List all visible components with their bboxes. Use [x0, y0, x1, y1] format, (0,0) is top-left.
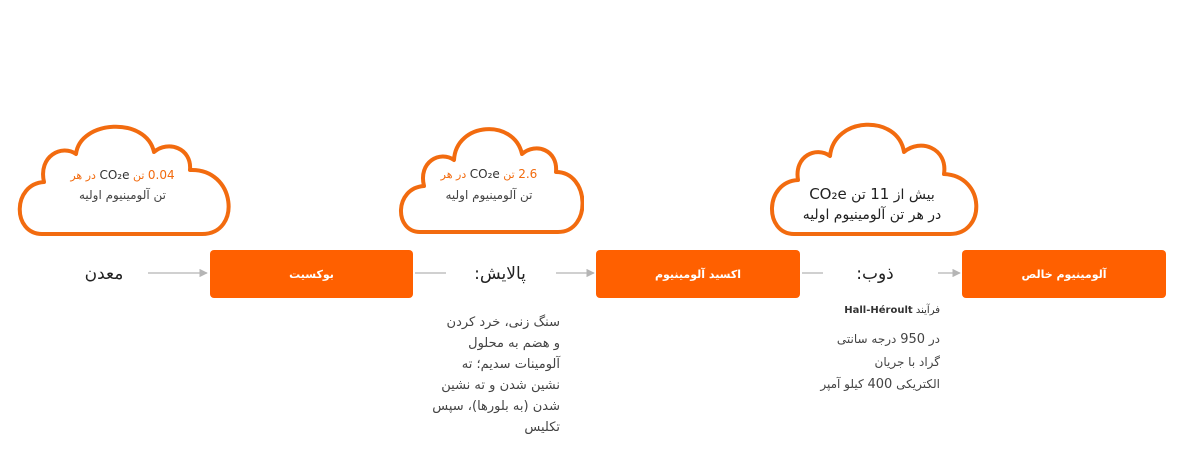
- box-bauxite: [210, 250, 413, 298]
- process-label: فرآیند: [915, 305, 940, 316]
- per-label: در هر: [70, 169, 96, 182]
- stage-label-smelting: ذوب:: [856, 264, 894, 284]
- co2e-label: CO₂e: [99, 168, 130, 182]
- cloud-line-2: تن آلومینیوم اولیه: [445, 188, 533, 202]
- stage-label-refining: پالایش:: [474, 264, 526, 284]
- note-text: کیلو آمپر: [820, 377, 864, 391]
- current-value: 400: [867, 377, 893, 392]
- box-pure-aluminium: [962, 250, 1166, 298]
- cloud-line-2: در هر تن آلومینیوم اولیه: [802, 207, 942, 223]
- co2e-label: CO₂e: [469, 167, 500, 181]
- note-text: در: [928, 332, 940, 346]
- co2e-label: CO₂e: [809, 185, 847, 203]
- note-line: [790, 328, 940, 351]
- note-line: سنگ زنی، خرد کردن: [446, 315, 560, 330]
- per-label: در هر: [440, 168, 467, 181]
- box-label: آلومینیوم خالص: [1021, 267, 1107, 281]
- smelting-process: [800, 305, 940, 316]
- note-line: شدن (به بلورها)، سپس: [432, 399, 560, 414]
- process-name: Hall-Héroult: [844, 305, 913, 316]
- emission-value: 2.6: [518, 167, 538, 181]
- note-line: آلومینات سدیم؛ ته: [461, 357, 560, 372]
- cloud-line-2: تن آلومینیوم اولیه: [78, 188, 167, 202]
- note-line: گراد با جریان: [874, 355, 940, 369]
- note-line: [790, 373, 940, 396]
- note-line: تکلیس: [524, 420, 560, 435]
- temperature-value: 950: [900, 332, 926, 347]
- smelting-notes: [790, 328, 940, 396]
- note-text: الکتریکی: [896, 377, 940, 391]
- box-label: بوکسیت: [289, 267, 334, 281]
- note-line: نشین شدن و ته نشین: [441, 378, 560, 393]
- emission-value: 0.04: [147, 168, 175, 182]
- note-text: درجه سانتی: [836, 332, 897, 346]
- note-line: و هضم به محلول: [468, 336, 560, 351]
- emission-unit: تن: [132, 169, 145, 182]
- emission-value: 11: [870, 185, 890, 203]
- emission-unit: تن: [851, 187, 866, 203]
- emission-unit: تن: [503, 168, 515, 181]
- refining-notes: [410, 312, 560, 438]
- box-label: اکسید آلومینیوم: [654, 267, 742, 281]
- emission-prefix: بیش از: [893, 187, 935, 203]
- stage-label-mining: معدن: [84, 264, 124, 284]
- box-alumina: [596, 250, 800, 298]
